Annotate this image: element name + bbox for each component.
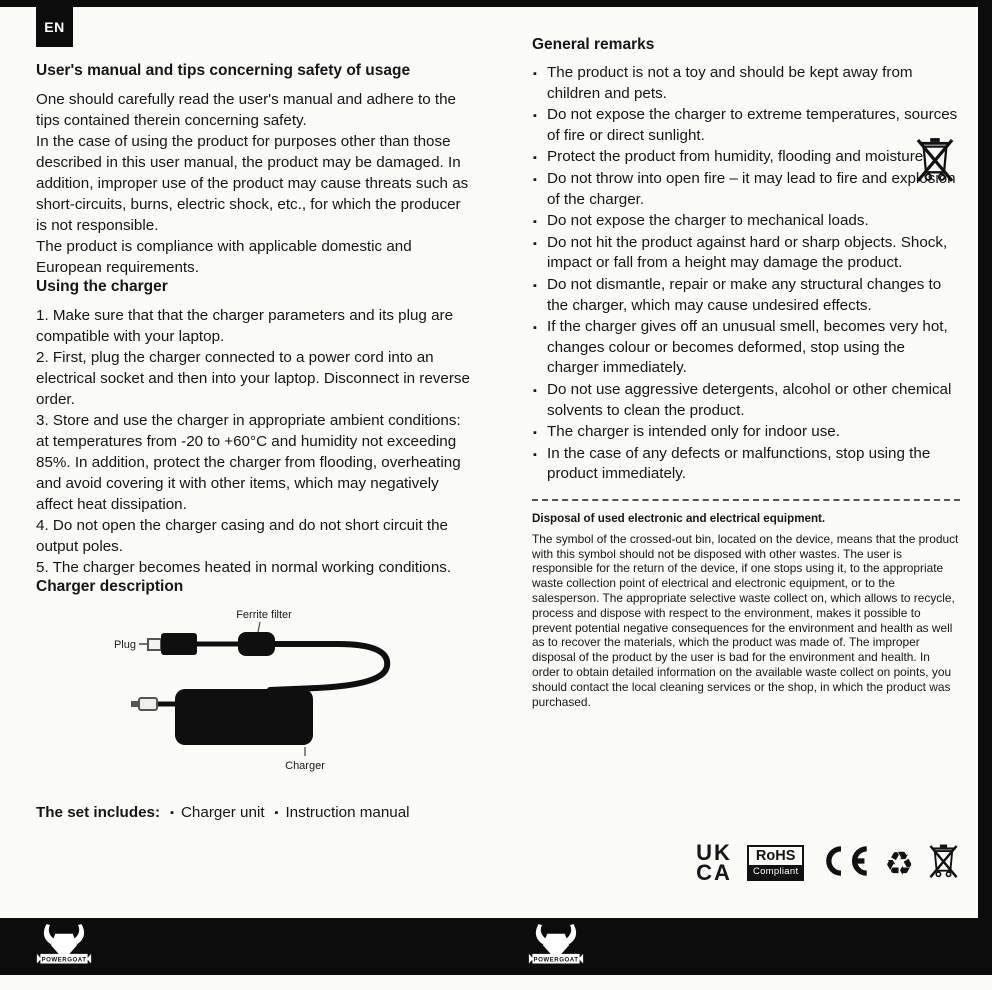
ferrite-filter-label: Ferrite filter <box>236 609 292 621</box>
powergoat-logo <box>528 923 584 974</box>
top-border <box>0 0 992 7</box>
section-heading-general-remarks: General remarks <box>532 36 655 53</box>
remark-item: ▪ Do not hit the product against hard or sharp objects. Shock, impact or fall from a height may damage the product. <box>532 233 960 274</box>
footer-band <box>0 918 992 975</box>
plug-body <box>161 633 197 655</box>
plug-tip <box>148 639 161 650</box>
powergoat-logo <box>36 923 92 974</box>
charger-step: 4. Do not open the charger casing and do not short circuit the output poles. <box>36 517 449 555</box>
charger-step: 2. First, plug the charger connected to a power cord into an electrical socket and then into your laptop. Disconnect in reverse order. <box>36 349 470 408</box>
remark-item: ▪ Do not throw into open fire – it may lead to fire and explosion of the charger. <box>532 169 960 210</box>
remark-item: ▪ Do not dismantle, repair or make any structural changes to the charger, which may cause undesired effects. <box>532 275 960 316</box>
ukca-mark <box>696 840 732 885</box>
rohs-mark <box>747 845 804 881</box>
charger-step: 5. The charger becomes heated in normal working conditions. <box>36 559 452 576</box>
rohs-compliant-label: Compliant <box>749 865 802 879</box>
charger-body <box>175 689 313 745</box>
set-includes-label: The set includes: <box>36 804 161 821</box>
dashed-divider <box>532 499 960 501</box>
certification-marks <box>696 842 958 884</box>
ukca-uk: UK <box>696 840 732 865</box>
disposal-heading: Disposal of used electronic and electrical equipment. <box>532 511 826 525</box>
manual-paragraph: The product is compliance with applicable domestic and European requirements. <box>36 238 412 276</box>
weee-bin-icon-small <box>929 842 958 884</box>
rohs-label: RoHS <box>755 848 796 864</box>
right-column <box>532 36 960 709</box>
right-border <box>978 0 992 975</box>
remark-item: ▪ Do not expose the charger to mechanical loads. <box>532 211 960 232</box>
powergoat-wordmark: POWERGOAT <box>41 956 87 964</box>
set-item: ▪ Charger unit <box>160 804 264 821</box>
set-includes-line <box>36 804 472 821</box>
charger-label: Charger <box>285 760 325 772</box>
recycling-icon: ♻ <box>884 844 914 882</box>
manual-paragraph: One should carefully read the user's manual and adhere to the tips contained therein concerning safety. <box>36 91 456 129</box>
left-column <box>36 62 472 836</box>
manual-paragraph: In the case of using the product for purposes other than those described in this user manual, the product may be damaged. In addition, improper use of the product may cause threats such as short-circuits, burns, electric shock, etc., for which the producer is not responsible. <box>36 133 469 234</box>
remark-item: ▪ In the case of any defects or malfunctions, stop using the product immediately. <box>532 444 960 485</box>
general-remarks-list <box>532 63 960 485</box>
charger-step: 1. Make sure that that the charger parameters and its plug are compatible with your laptop. <box>36 307 454 345</box>
weee-bin-icon <box>916 134 954 189</box>
set-item: ▪ Instruction manual <box>265 804 410 821</box>
powergoat-wordmark: POWERGOAT <box>533 956 579 964</box>
remark-item: ▪ Protect the product from humidity, flooding and moisture. <box>532 147 960 168</box>
remark-item: ▪ The product is not a toy and should be kept away from children and pets. <box>532 63 960 104</box>
output-connector-pin <box>131 701 139 707</box>
section-heading-charger-description: Charger description <box>36 578 184 595</box>
section-heading-usage: User's manual and tips concerning safety of usage <box>36 62 411 79</box>
language-badge: EN <box>36 7 73 47</box>
remark-item: ▪ Do not use aggressive detergents, alcohol or other chemical solvents to clean the product. <box>532 380 960 421</box>
plug-label: Plug <box>113 639 136 651</box>
charger-diagram-drawing <box>36 605 476 783</box>
ce-mark <box>819 845 869 882</box>
ukca-ca: CA <box>696 860 732 885</box>
remark-item: ▪ If the charger gives off an unusual smell, becomes very hot, changes colour or becomes deformed, stop using the charger immediately. <box>532 317 960 379</box>
remark-item: ▪ The charger is intended only for indoor use. <box>532 422 960 443</box>
disposal-body: The symbol of the crossed-out bin, located on the device, means that the product with this symbol should not be disposed with other wastes. The user is responsible for the return of the device, if one stops using it, to the appropriate waste collection point of electrical and electronic equipment, or to the salesperson. The appropriate selective waste collect on, which allows to recycle, process and dispose with respect to the environment, makes it possible to prevent potential negative consequences for the environment and health as well as to recover the materials, which the product was made of. The improper disposal of the product by the user is bad for the environment and health. In order to obtain detailed information on the available waste collect on points, you should contact the local cleaning services or the shop, in which the product was purchased. <box>532 531 959 709</box>
output-connector <box>139 698 157 710</box>
section-heading-using-charger: Using the charger <box>36 278 168 295</box>
charger-step: 3. Store and use the charger in appropriate ambient conditions: at temperatures from -20 to +60°C and humidity not exceeding 85%. In addition, protect the charger from flooding, overheating and avoid covering it with other items, which may negatively affect heat dissipation. <box>36 412 461 513</box>
remark-item: ▪ Do not expose the charger to extreme temperatures, sources of fire or direct sunlight. <box>532 105 960 146</box>
charger-diagram <box>36 605 476 788</box>
ferrite-filter <box>238 632 275 656</box>
